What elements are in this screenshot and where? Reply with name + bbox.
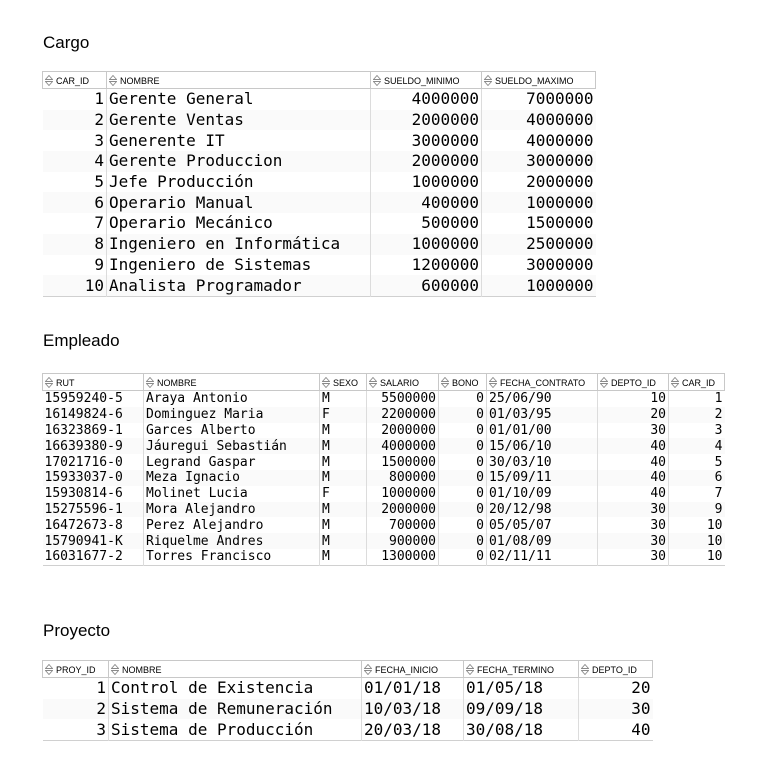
- table-cell-fecha-contrato[interactable]: 01/08/09: [487, 533, 598, 549]
- table-cell-car-id[interactable]: 1: [714, 391, 723, 407]
- table-cell-nombre[interactable]: Mora Alejandro: [144, 502, 320, 518]
- column-header-label: NOMBRE: [157, 377, 197, 388]
- table-cell-sueldo-minimo[interactable]: 4000000: [371, 89, 482, 110]
- table-cell-fecha-contrato[interactable]: 02/11/11: [487, 549, 598, 565]
- sort-icon[interactable]: [373, 75, 381, 86]
- table-row[interactable]: [43, 255, 596, 276]
- column-header-depto-id[interactable]: [598, 374, 669, 391]
- table-row[interactable]: [43, 678, 653, 699]
- column-header-rut[interactable]: [43, 374, 144, 391]
- table-cell-car-id[interactable]: 3: [714, 422, 723, 438]
- table-cell-rut[interactable]: 17021716-0: [43, 454, 144, 470]
- table-cell-bono[interactable]: 0: [439, 454, 487, 470]
- column-header-label: RUT: [56, 377, 75, 388]
- table-cell-rut[interactable]: 16031677-2: [43, 549, 144, 565]
- table-cell-sueldo-maximo[interactable]: 4000000: [526, 110, 594, 130]
- table-cell-fecha-termino[interactable]: 01/05/18: [464, 678, 579, 699]
- table-cell-sexo[interactable]: M: [320, 391, 367, 407]
- table-cell-sueldo-minimo[interactable]: 3000000: [371, 130, 482, 151]
- table-cell-proy-id[interactable]: 1: [43, 678, 109, 699]
- table-cell-salario[interactable]: 1500000: [367, 454, 439, 470]
- sort-icon[interactable]: [489, 377, 497, 388]
- table-cell-car-id[interactable]: 4: [714, 438, 723, 454]
- column-header-fecha-inicio[interactable]: [362, 661, 464, 678]
- table-cell-depto-id[interactable]: 30: [598, 423, 669, 439]
- table-cell-rut[interactable]: 16149824-6: [43, 407, 144, 423]
- column-header-label: BONO: [452, 377, 479, 388]
- table-cell-nombre[interactable]: Molinet Lucia: [144, 486, 320, 502]
- column-header-nombre[interactable]: [107, 72, 371, 89]
- table-cell-car-id[interactable]: 3: [43, 130, 107, 151]
- table-cell-sueldo-minimo[interactable]: 400000: [371, 192, 482, 213]
- table-cell-bono[interactable]: 0: [439, 438, 487, 454]
- table-cell-nombre[interactable]: Operario Mecánico: [107, 213, 371, 234]
- table-cell-salario[interactable]: 2000000: [367, 423, 439, 439]
- column-header-label: SEXO: [333, 377, 359, 388]
- table-cell-nombre[interactable]: Riquelme Andres: [144, 533, 320, 549]
- column-header-fecha-contrato[interactable]: [487, 374, 598, 391]
- table-cell-depto-id[interactable]: 40: [598, 454, 669, 470]
- table-cell-sexo[interactable]: M: [320, 470, 367, 486]
- column-header-fecha-termino[interactable]: [464, 661, 579, 678]
- table-cell-bono[interactable]: 0: [439, 486, 487, 502]
- column-header-proy-id[interactable]: [43, 661, 109, 678]
- table-cell-salario[interactable]: 900000: [367, 533, 439, 549]
- table-cell-sexo[interactable]: M: [320, 517, 367, 533]
- table-cell-nombre[interactable]: Operario Manual: [107, 192, 371, 213]
- table-cell-fecha-contrato[interactable]: 15/09/11: [487, 470, 598, 486]
- table-cell-car-id[interactable]: 2: [714, 407, 723, 423]
- table-cell-salario[interactable]: 2000000: [367, 502, 439, 518]
- table-cell-bono[interactable]: 0: [439, 407, 487, 423]
- column-header-sexo[interactable]: [320, 374, 367, 391]
- table-cell-sexo[interactable]: M: [320, 549, 367, 565]
- table-cell-car-id[interactable]: 5: [714, 454, 723, 470]
- column-header-nombre[interactable]: [144, 374, 320, 391]
- cargo-section-title: Cargo: [43, 33, 90, 52]
- table-row[interactable]: [43, 423, 725, 439]
- table-cell-depto-id[interactable]: 20: [598, 407, 669, 423]
- table-cell-sexo[interactable]: M: [320, 423, 367, 439]
- table-cell-sueldo-maximo[interactable]: 1500000: [526, 213, 594, 233]
- column-header-label: NOMBRE: [122, 664, 162, 675]
- sort-icon[interactable]: [45, 664, 53, 675]
- table-cell-salario[interactable]: 1000000: [367, 486, 439, 502]
- table-cell-fecha-contrato[interactable]: 05/05/07: [487, 517, 598, 533]
- table-cell-sexo[interactable]: M: [320, 438, 367, 454]
- table-cell-salario[interactable]: 1300000: [367, 549, 439, 565]
- sort-icon[interactable]: [441, 377, 449, 388]
- table-cell-nombre[interactable]: Jefe Producción: [107, 172, 371, 193]
- sort-icon[interactable]: [581, 664, 589, 675]
- table-row[interactable]: [43, 275, 596, 296]
- table-cell-sueldo-maximo[interactable]: 1000000: [526, 275, 594, 295]
- table-row[interactable]: [43, 192, 596, 213]
- table-cell-bono[interactable]: 0: [439, 502, 487, 518]
- column-header-label: FECHA_CONTRATO: [500, 377, 586, 388]
- table-cell-fecha-contrato[interactable]: 01/01/00: [487, 423, 598, 439]
- table-cell-nombre[interactable]: Araya Antonio: [144, 391, 320, 407]
- table-row[interactable]: [43, 470, 725, 486]
- table-cell-nombre[interactable]: Sistema de Remuneración: [109, 699, 362, 720]
- table-cell-car-id[interactable]: 1: [43, 89, 107, 110]
- table-cell-sueldo-minimo[interactable]: 2000000: [371, 151, 482, 172]
- table-cell-car-id[interactable]: 4: [43, 151, 107, 172]
- table-cell-nombre[interactable]: Legrand Gaspar: [144, 454, 320, 470]
- table-row[interactable]: [43, 454, 725, 470]
- table-cell-depto-id[interactable]: 30: [598, 502, 669, 518]
- table-cell-car-id[interactable]: 5: [43, 172, 107, 193]
- sort-icon[interactable]: [45, 377, 53, 388]
- table-cell-sueldo-maximo[interactable]: 3000000: [526, 254, 594, 274]
- table-cell-fecha-contrato[interactable]: 01/03/95: [487, 407, 598, 423]
- column-header-label: NOMBRE: [120, 75, 160, 86]
- table-cell-nombre[interactable]: Gerente Ventas: [107, 110, 371, 131]
- table-cell-sueldo-maximo[interactable]: 3000000: [526, 151, 594, 171]
- table-cell-rut[interactable]: 16472673-8: [43, 517, 144, 533]
- table-cell-fecha-termino[interactable]: 30/08/18: [464, 719, 579, 740]
- table-cell-car-id[interactable]: 10: [706, 549, 723, 565]
- table-cell-depto-id[interactable]: 10: [598, 391, 669, 407]
- table-cell-sexo[interactable]: M: [320, 454, 367, 470]
- sort-icon[interactable]: [45, 75, 53, 86]
- column-header-label: PROY_ID: [56, 664, 96, 675]
- cargo-table: [42, 71, 596, 297]
- column-header-bono[interactable]: [439, 374, 487, 391]
- table-cell-fecha-termino[interactable]: 09/09/18: [464, 699, 579, 720]
- table-row[interactable]: [43, 699, 653, 720]
- table-cell-nombre[interactable]: Dominguez Maria: [144, 407, 320, 423]
- table-cell-salario[interactable]: 800000: [367, 470, 439, 486]
- table-cell-rut[interactable]: 15790941-K: [43, 533, 144, 549]
- table-cell-fecha-inicio[interactable]: 20/03/18: [362, 719, 464, 740]
- table-row[interactable]: [43, 549, 725, 565]
- table-cell-fecha-contrato[interactable]: 15/06/10: [487, 438, 598, 454]
- table-row[interactable]: [43, 234, 596, 255]
- sort-icon[interactable]: [322, 377, 330, 388]
- column-header-label: SUELDO_MAXIMO: [495, 75, 574, 86]
- table-cell-nombre[interactable]: Sistema de Producción: [109, 719, 362, 740]
- table-cell-bono[interactable]: 0: [439, 549, 487, 565]
- table-row[interactable]: [43, 517, 725, 533]
- table-cell-rut[interactable]: 15959240-5: [43, 391, 144, 407]
- table-cell-depto-id[interactable]: 40: [598, 486, 669, 502]
- table-cell-nombre[interactable]: Torres Francisco: [144, 549, 320, 565]
- table-cell-fecha-contrato[interactable]: 01/10/09: [487, 486, 598, 502]
- sort-icon[interactable]: [109, 75, 117, 86]
- table-cell-salario[interactable]: 2200000: [367, 407, 439, 423]
- table-row[interactable]: [43, 391, 725, 407]
- table-cell-nombre[interactable]: Ingeniero de Sistemas: [107, 255, 371, 276]
- table-cell-car-id[interactable]: 6: [714, 470, 723, 486]
- table-cell-sueldo-maximo[interactable]: 1000000: [526, 192, 594, 212]
- table-cell-sexo[interactable]: M: [320, 502, 367, 518]
- column-header-label: FECHA_INICIO: [375, 664, 439, 675]
- table-cell-car-id[interactable]: 10: [43, 275, 107, 296]
- table-cell-depto-id[interactable]: 30: [598, 533, 669, 549]
- table-cell-fecha-contrato[interactable]: 30/03/10: [487, 454, 598, 470]
- sort-icon[interactable]: [364, 664, 372, 675]
- sort-icon[interactable]: [369, 377, 377, 388]
- table-cell-fecha-contrato[interactable]: 25/06/90: [487, 391, 598, 407]
- proyecto-table: [42, 660, 653, 741]
- table-cell-sueldo-minimo[interactable]: 1200000: [371, 255, 482, 276]
- table-row[interactable]: [43, 130, 596, 151]
- table-row[interactable]: [43, 110, 596, 131]
- table-cell-rut[interactable]: 15275596-1: [43, 502, 144, 518]
- table-cell-rut[interactable]: 16323869-1: [43, 423, 144, 439]
- sort-icon[interactable]: [484, 75, 492, 86]
- table-cell-bono[interactable]: 0: [439, 391, 487, 407]
- table-row[interactable]: [43, 486, 725, 502]
- table-cell-nombre[interactable]: Gerente Produccion: [107, 151, 371, 172]
- table-row[interactable]: [43, 213, 596, 234]
- table-cell-depto-id[interactable]: 40: [598, 438, 669, 454]
- table-cell-salario[interactable]: 4000000: [367, 438, 439, 454]
- table-cell-sexo[interactable]: F: [320, 407, 367, 423]
- table-cell-car-id[interactable]: 9: [43, 255, 107, 276]
- table-cell-proy-id[interactable]: 2: [43, 699, 109, 720]
- table-cell-sueldo-maximo[interactable]: 7000000: [526, 89, 594, 109]
- column-header-car-id[interactable]: [669, 374, 725, 391]
- column-header-label: DEPTO_ID: [611, 377, 656, 388]
- table-cell-nombre[interactable]: Meza Ignacio: [144, 470, 320, 486]
- sort-icon[interactable]: [146, 377, 154, 388]
- table-cell-car-id[interactable]: 6: [43, 192, 107, 213]
- empleado-table: [42, 373, 725, 566]
- table-cell-fecha-inicio[interactable]: 01/01/18: [362, 678, 464, 699]
- sort-icon[interactable]: [466, 664, 474, 675]
- column-header-car-id[interactable]: [43, 72, 107, 89]
- table-cell-sueldo-maximo[interactable]: 4000000: [526, 130, 594, 150]
- column-header-salario[interactable]: [367, 374, 439, 391]
- table-row[interactable]: [43, 533, 725, 549]
- table-cell-nombre[interactable]: Garces Alberto: [144, 423, 320, 439]
- table-cell-sueldo-minimo[interactable]: 1000000: [371, 234, 482, 255]
- table-cell-nombre[interactable]: Jáuregui Sebastián: [144, 438, 320, 454]
- table-cell-car-id[interactable]: 8: [43, 234, 107, 255]
- table-row[interactable]: [43, 438, 725, 454]
- sort-icon[interactable]: [671, 377, 679, 388]
- table-row[interactable]: [43, 172, 596, 193]
- table-cell-bono[interactable]: 0: [439, 533, 487, 549]
- table-cell-rut[interactable]: 15930814-6: [43, 486, 144, 502]
- table-cell-sueldo-minimo[interactable]: 2000000: [371, 110, 482, 131]
- table-cell-bono[interactable]: 0: [439, 517, 487, 533]
- table-cell-car-id[interactable]: 7: [714, 486, 723, 502]
- table-cell-sueldo-minimo[interactable]: 600000: [371, 275, 482, 296]
- table-cell-fecha-inicio[interactable]: 10/03/18: [362, 699, 464, 720]
- column-header-sueldo-minimo[interactable]: [371, 72, 482, 89]
- table-cell-salario[interactable]: 5500000: [367, 391, 439, 407]
- column-header-label: FECHA_TERMINO: [477, 664, 555, 675]
- table-cell-rut[interactable]: 16639380-9: [43, 438, 144, 454]
- column-header-nombre[interactable]: [109, 661, 362, 678]
- table-cell-car-id[interactable]: 10: [706, 517, 723, 533]
- table-cell-proy-id[interactable]: 3: [43, 719, 109, 740]
- column-header-label: SUELDO_MINIMO: [384, 75, 460, 86]
- table-cell-nombre[interactable]: Analista Programador: [107, 275, 371, 296]
- table-cell-depto-id[interactable]: 40: [631, 719, 651, 739]
- proyecto-section-title: Proyecto: [43, 621, 111, 640]
- sort-icon[interactable]: [600, 377, 608, 388]
- table-cell-salario[interactable]: 700000: [367, 517, 439, 533]
- table-row[interactable]: [43, 719, 653, 740]
- table-cell-nombre[interactable]: Control de Existencia: [109, 678, 362, 699]
- table-cell-car-id[interactable]: 2: [43, 110, 107, 131]
- table-row[interactable]: [43, 89, 596, 110]
- column-header-depto-id[interactable]: [579, 661, 653, 678]
- table-cell-bono[interactable]: 0: [439, 470, 487, 486]
- table-cell-car-id[interactable]: 10: [706, 533, 723, 549]
- table-cell-nombre[interactable]: Perez Alejandro: [144, 517, 320, 533]
- table-cell-depto-id[interactable]: 30: [598, 517, 669, 533]
- table-cell-nombre[interactable]: Ingeniero en Informática: [107, 234, 371, 255]
- table-cell-depto-id[interactable]: 40: [598, 470, 669, 486]
- table-cell-sueldo-maximo[interactable]: 2000000: [526, 172, 594, 192]
- table-cell-sexo[interactable]: F: [320, 486, 367, 502]
- table-cell-depto-id[interactable]: 30: [598, 549, 669, 565]
- table-cell-sueldo-minimo[interactable]: 500000: [371, 213, 482, 234]
- column-header-label: SALARIO: [380, 377, 420, 388]
- table-cell-nombre[interactable]: Gerente General: [107, 89, 371, 110]
- table-row[interactable]: [43, 502, 725, 518]
- empleado-section-title: Empleado: [43, 331, 120, 350]
- table-cell-depto-id[interactable]: 20: [631, 678, 651, 698]
- column-header-label: CAR_ID: [682, 377, 716, 388]
- column-header-label: CAR_ID: [56, 75, 90, 86]
- column-header-sueldo-maximo[interactable]: [482, 72, 596, 89]
- table-cell-sueldo-maximo[interactable]: 2500000: [526, 234, 594, 254]
- sort-icon[interactable]: [111, 664, 119, 675]
- table-cell-sueldo-minimo[interactable]: 1000000: [371, 172, 482, 193]
- column-header-label: DEPTO_ID: [592, 664, 637, 675]
- table-row[interactable]: [43, 407, 725, 423]
- table-cell-car-id[interactable]: 9: [714, 501, 723, 517]
- table-cell-bono[interactable]: 0: [439, 423, 487, 439]
- table-row[interactable]: [43, 151, 596, 172]
- table-cell-depto-id[interactable]: 30: [631, 699, 651, 719]
- table-cell-fecha-contrato[interactable]: 20/12/98: [487, 502, 598, 518]
- table-cell-rut[interactable]: 15933037-0: [43, 470, 144, 486]
- table-cell-nombre[interactable]: Generente IT: [107, 130, 371, 151]
- table-cell-sexo[interactable]: M: [320, 533, 367, 549]
- table-cell-car-id[interactable]: 7: [43, 213, 107, 234]
